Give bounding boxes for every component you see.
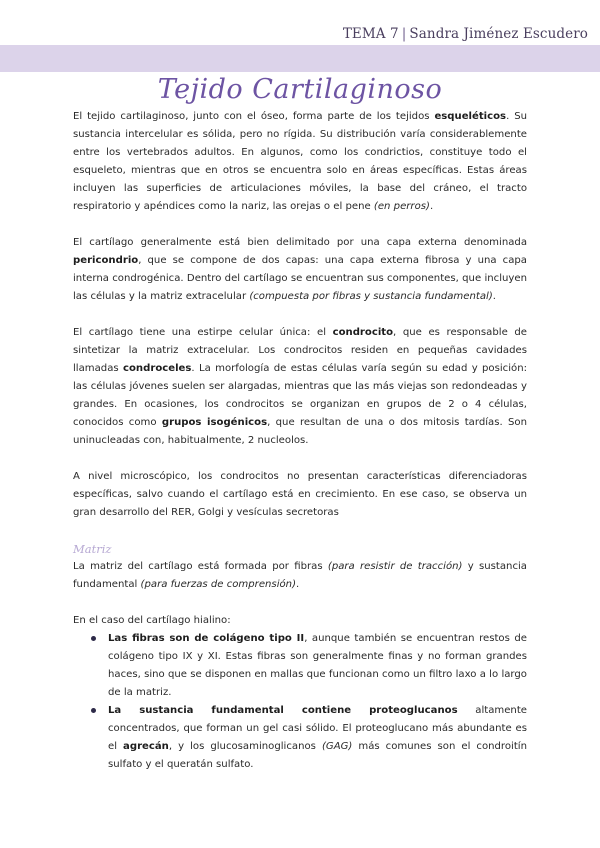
italic-note: (para resistir de tracción) [327, 561, 463, 572]
text: , que se compone de dos capas: una capa externa fibrosa y una capa interna condrogénica. Dentro del cartílago se encuentran sus componentes, que incluyen las células y la matriz extracelular [73, 255, 527, 302]
document-body [73, 108, 527, 774]
text: . [429, 201, 434, 212]
text: . [296, 579, 300, 590]
bold-term: condrocito [332, 327, 394, 338]
text: . La morfología de estas células varía según su edad y posición: las células jóvenes suelen ser alargadas, mientras que las más viejas son redondeadas y grandes. En ocasiones, los condrocitos se organizan en grupos de 2 o 4 células, conocidos como [73, 363, 527, 428]
paragraph-matriz [73, 558, 527, 594]
section-heading-matriz: Matriz [73, 542, 112, 556]
paragraph-condrocito [73, 324, 527, 450]
paragraph-hialino: En el caso del cartílago hialino: [73, 615, 231, 626]
text: El cartílago tiene una estirpe celular única: el [73, 327, 333, 338]
bold-term: La sustancia fundamental contiene proteoglucanos [108, 705, 458, 716]
bullet-list [73, 630, 527, 774]
header-topic: TEMA 7 [342, 26, 399, 42]
text: . [492, 291, 496, 302]
italic-note: (para fuerzas de comprensión) [140, 579, 297, 590]
bold-term: agrecán [123, 741, 169, 752]
header-separator: | [401, 26, 407, 42]
page-title: Tejido Cartilaginoso [157, 74, 443, 105]
text: , que resultan de una o dos mitosis tardías. Son uninucleadas con, habitualmente, 2 nucleolos. [73, 417, 527, 446]
paragraph-intro [73, 108, 527, 216]
text: . Su sustancia intercelular es sólida, pero no rígida. Su distribución varía considerablemente entre los vertebrados adultos. En algunos, como los condrictios, constituye todo el esqueleto, mientras que en otros se encuentra solo en áreas específicas. Estas áreas incluyen las superficies de articulaciones móviles, la base del cráneo, el tracto respiratorio y apéndices como la nariz, las orejas o el pene [73, 111, 527, 212]
page-header [343, 26, 588, 42]
paragraph-pericondrio [73, 234, 527, 306]
text: , y los glucosaminoglicanos [168, 741, 322, 752]
text: más comunes son el condroitín sulfato y el queratán sulfato. [108, 741, 527, 770]
list-item [108, 630, 527, 702]
header-author: Sandra Jiménez Escudero [409, 26, 588, 42]
text: , aunque también se encuentran restos de colágeno tipo IX y XI. Estas fibras son generalmente finas y no forman grandes haces, sino que se disponen en mallas que funcionan como un filtro laxo a lo largo de la matriz. [108, 633, 527, 698]
bold-term: grupos isogénicos [161, 417, 268, 428]
bold-term: pericondrio [73, 255, 139, 266]
list-item [108, 702, 527, 774]
italic-note: (compuesta por fibras y sustancia fundamental) [249, 291, 493, 302]
header-band [0, 45, 600, 72]
text: altamente concentrados, que forman un gel casi sólido. El proteoglucano más abundante es el [108, 705, 528, 752]
paragraph-microscopico: A nivel microscópico, los condrocitos no presentan características diferenciadoras específicas, salvo cuando el cartílago está en crecimiento. En ese caso, se observa un gran desarrollo del RER, Golgi y vesículas secretoras [73, 471, 527, 518]
bold-term: esqueléticos [434, 111, 507, 122]
bold-term: Las fibras son de colágeno tipo II [108, 633, 305, 644]
text: , que es responsable de sintetizar la matriz extracelular. Los condrocitos residen en pequeñas cavidades llamadas [73, 327, 527, 374]
italic-note: (GAG) [321, 741, 353, 752]
text: El tejido cartilaginoso, junto con el óseo, forma parte de los tejidos [73, 111, 435, 122]
text: La matriz del cartílago está formada por fibras [73, 561, 328, 572]
bold-term: condroceles [123, 363, 192, 374]
text: El cartílago generalmente está bien delimitado por una capa externa denominada [73, 237, 527, 248]
italic-note: (en perros) [373, 201, 430, 212]
text: y sustancia fundamental [73, 561, 527, 590]
